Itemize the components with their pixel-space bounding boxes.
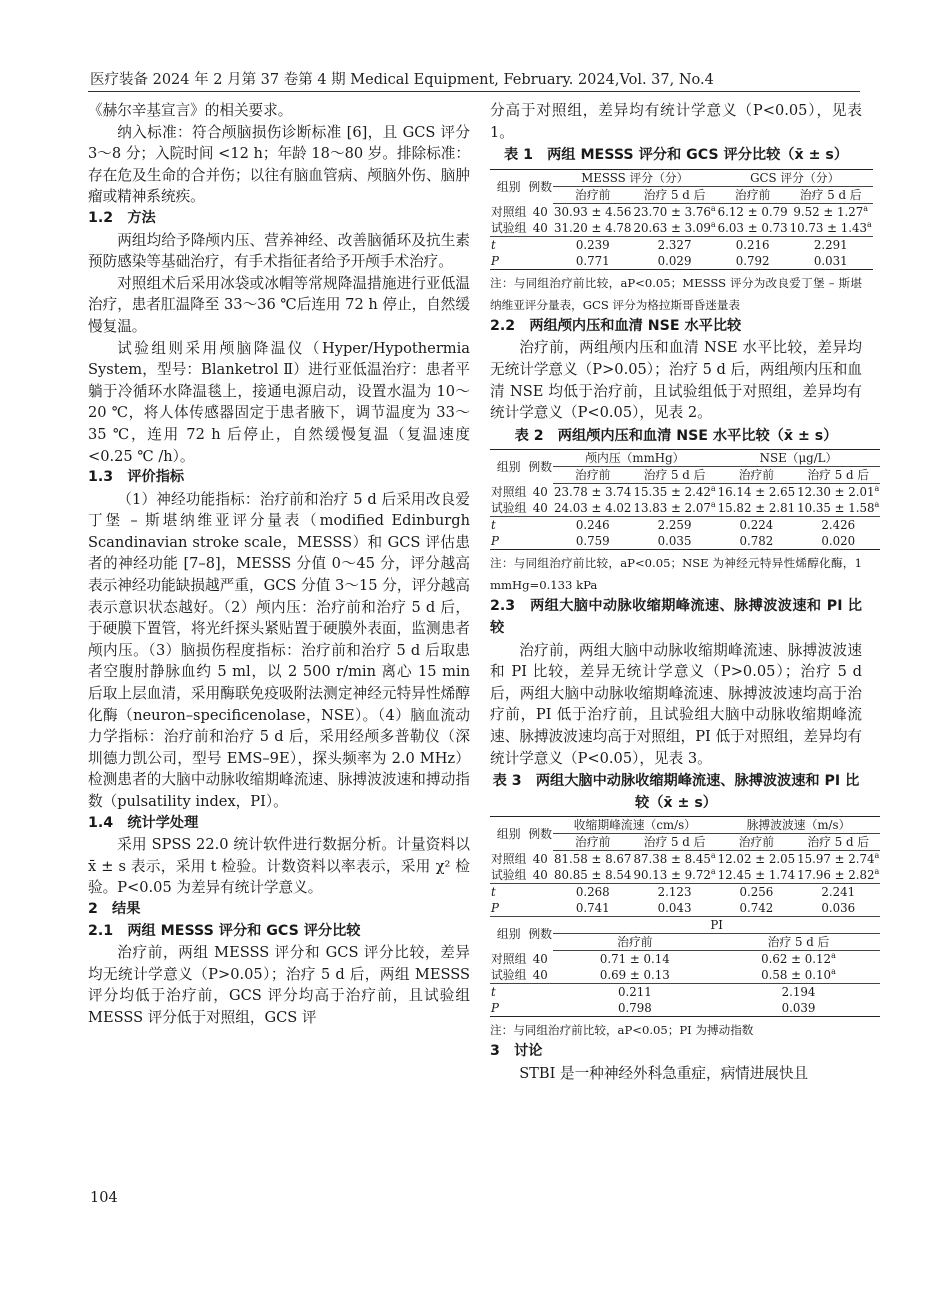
table-cell: [527, 984, 553, 1001]
table-cell: 13.83 ± 2.07$^a$: [633, 500, 716, 516]
table-cell: 90.13 ± 9.72$^a$: [633, 867, 716, 883]
table-row: [490, 220, 873, 237]
col-header: 例数: [528, 827, 553, 842]
table-cell: t: [490, 236, 527, 253]
table-cell: 80.85 ± 8.54: [554, 868, 632, 883]
paragraph: STBI 是一种神经外科急重症，病情进展快且: [519, 1064, 809, 1082]
col-header: 组别: [496, 460, 521, 475]
table-cell: [527, 517, 553, 534]
paragraph: 治疗前，两组大脑中动脉收缩期峰流速、脉搏波波速和 PI 比较，差异无统计学意义（P>0.05）；治疗 5 d 后，两组大脑中动脉收缩期峰流速、脉搏波波速均高于治疗前，PI 低于治疗前，且试验组大脑中动脉收缩期峰流速、脉搏波波速均高于对照组，PI 低于对照组，差异均有统计学意义（P<0.05），见表 3。: [490, 641, 862, 767]
col-header: 组别: [490, 917, 527, 951]
table-cell: [527, 1000, 553, 1017]
section-heading: 2.1 两组 MESSS 评分和 GCS 评分比较: [88, 922, 361, 939]
col-header: 治疗前: [553, 834, 632, 851]
section-heading: 2.2 两组颅内压和血清 NSE 水平比较: [490, 317, 742, 334]
col-header: 治疗 5 d 后: [796, 467, 880, 484]
paragraph: 《赫尔辛基宣言》的相关要求。: [88, 102, 293, 119]
table-row: [490, 203, 873, 220]
table-cell: t: [490, 517, 527, 534]
table-cell: 10.73 ± 1.43$^a$: [789, 219, 872, 235]
col-group-header: PI: [553, 917, 880, 934]
col-header: 治疗前: [717, 467, 796, 484]
col-header: 治疗前: [717, 186, 789, 203]
left-column: [88, 100, 470, 1029]
table-cell: 0.029: [657, 253, 692, 268]
table-cell: 20.63 ± 3.09$^a$: [633, 219, 716, 235]
col-group-header: 颅内压（mmHg）: [553, 450, 717, 467]
section-heading: 1.2 方法: [88, 209, 156, 226]
paragraph: 治疗前，两组颅内压和血清 NSE 水平比较，差异均无统计学意义（P>0.05）；治疗 5 d 后，两组颅内压和血清 NSE 均低于治疗前，且试验组低于对照组，差异均有统计学意义（P<0.05），见表 2。: [490, 339, 862, 422]
col-header: 治疗 5 d 后: [717, 934, 881, 951]
table-cell: 23.70 ± 3.76$^a$: [633, 203, 716, 219]
table-cell: t: [490, 884, 527, 901]
col-header: 治疗 5 d 后: [796, 834, 880, 851]
table-cell: 81.58 ± 8.67: [554, 852, 632, 867]
paragraph: 治疗前，两组 MESSS 评分和 GCS 评分比较，差异均无统计学意义（P>0.05）；治疗 5 d 后，两组 MESSS 评分均低于治疗前，GCS 评分均高于治疗前，且试验组 MESSS 评分低于对照组，GCS 评: [88, 944, 470, 1026]
col-header: 治疗前: [553, 186, 632, 203]
table-cell: 对照组: [491, 852, 527, 867]
paragraph: 两组均给予降颅内压、营养神经、改善脑循环及抗生素预防感染等基础治疗，有手术指征者给予开颅手术治疗。: [88, 231, 470, 271]
table-cell: 0.268: [553, 884, 632, 901]
table-cell: 0.246: [553, 517, 632, 534]
table-cell: 对照组: [491, 204, 527, 219]
table-row: [490, 917, 880, 934]
col-header: 组别: [496, 179, 521, 194]
table-cell: 0.211: [553, 984, 717, 1001]
table-note: 注：与同组治疗前比较，aP<0.05；NSE 为神经元特异性烯醇化酶，1 mmHg=0.133 kPa: [490, 556, 862, 593]
table-cell: 试验组: [491, 501, 527, 516]
table-cell: 0.239: [553, 236, 632, 253]
table-cell: 40: [532, 501, 548, 516]
table-cell: 2.327: [632, 236, 716, 253]
paragraph: 纳入标准：符合颅脑损伤诊断标准 [6]，且 GCS 评分 3～8 分；入院时间 <12 h；年龄 18～80 岁。排除标准：存在危及生命的合并伤；以往有脑血管病、颅脑外伤、脑肿瘤或精神系统疾。: [88, 123, 470, 206]
col-header: 例数: [527, 917, 553, 951]
table-row: [490, 967, 880, 984]
table-cell: 15.82 ± 2.81: [717, 501, 796, 516]
section-heading: 2.3 两组大脑中动脉收缩期峰流速、脉搏波波速和 PI 比较: [490, 598, 862, 636]
table-cell: 15.35 ± 2.42$^a$: [633, 484, 716, 500]
table-cell: 40: [532, 952, 548, 967]
paragraph: 采用 SPSS 22.0 统计软件进行数据分析。计量资料以 x̄ ± s 表示，采用 t 检验。计数资料以率表示，采用 χ² 检验。P<0.05 为差异有统计学意义。: [88, 836, 470, 897]
table-row: [490, 484, 880, 501]
col-group-header: GCS 评分（分）: [717, 169, 873, 186]
col-group-header: NSE（μg/L）: [717, 450, 881, 467]
table-cell: 12.45 ± 1.74: [717, 868, 796, 883]
table-caption: 表 1 两组 MESSS 评分和 GCS 评分比较（x̄ ± s）: [503, 147, 849, 164]
table-cell: 0.798: [617, 1001, 652, 1016]
table-row: [490, 884, 880, 901]
table-cell: 40: [532, 220, 548, 235]
table-row: [490, 1000, 880, 1017]
table-cell: [527, 236, 553, 253]
paragraph: 分高于对照组，差异均有统计学意义（P<0.05），见表 1。: [490, 102, 862, 141]
table-cell: 0.035: [657, 534, 692, 549]
table-cell: 87.38 ± 8.45$^a$: [633, 851, 716, 867]
table-cell: 2.241: [796, 884, 880, 901]
table-cell: 6.03 ± 0.73: [717, 220, 788, 235]
table-cell: 16.14 ± 2.65: [717, 485, 796, 500]
table-caption: 表 3 两组大脑中动脉收缩期峰流速、脉搏波波速和 PI 比较（x̄ ± s）: [492, 773, 860, 811]
table-cell: 12.02 ± 2.05: [717, 852, 796, 867]
table-cell: 0.039: [781, 1001, 816, 1016]
col-header: 治疗前: [553, 467, 632, 484]
section-heading: 1.3 评价指标: [88, 469, 185, 486]
table-cell: 试验组: [491, 968, 527, 983]
table-cell: 0.741: [575, 901, 610, 916]
table-row: [490, 851, 880, 868]
col-header: 例数: [528, 179, 553, 194]
table-2: [490, 449, 880, 550]
table-cell: 0.771: [575, 253, 610, 268]
table-cell: 24.03 ± 4.02: [554, 501, 632, 516]
table-cell: [527, 900, 553, 917]
table-cell: 0.224: [717, 517, 796, 534]
right-column: [490, 100, 880, 1084]
table-row: [490, 951, 880, 968]
table-cell: [527, 884, 553, 901]
table-cell: 23.78 ± 3.74: [554, 485, 632, 500]
table-cell: 0.020: [821, 534, 856, 549]
table-cell: P: [491, 901, 499, 916]
table-3: [490, 816, 880, 1017]
table-cell: 0.62 ± 0.12$^a$: [761, 951, 836, 967]
table-cell: 对照组: [491, 485, 527, 500]
table-cell: 0.759: [575, 534, 610, 549]
table-cell: 对照组: [491, 952, 527, 967]
col-group-header: 收缩期峰流速（cm/s）: [553, 817, 717, 834]
header-rule: [88, 91, 860, 92]
table-cell: 0.036: [821, 901, 856, 916]
table-cell: P: [491, 534, 499, 549]
paragraph: （1）神经功能指标：治疗前和治疗 5 d 后采用改良爱丁堡 – 斯堪纳维亚评分量表（modified Edinburgh Scandinavian stroke scale，MESSS）和 GCS 评估患者的神经功能 [7–8]，MESSS 分值 0～45 分，评分越高表示神经功能缺损越严重，GCS 分值 3～15 分，评分越高表示意识状态越好。（2）颅内压：治疗前和治疗 5 d 后，于硬膜下置管，将光纤探头紧贴置于硬膜外表面，监测患者颅内压。（3）脑损伤程度指标：治疗前和治疗 5 d 后取患者空腹肘静脉血约 5 ml，以 2 500 r/min 离心 15 min 后取上层血清，采用酶联免疫吸附法测定神经元特异性烯醇化酶（neuron–specificenolase，NSE）。（4）脑血流动力学指标：治疗前和治疗 5 d 后，采用经颅多普勒仪（深圳德力凯公司，型号 EMS–9E），探头频率为 2.0 MHz）检测患者的大脑中动脉收缩期峰流速、脉搏波波速和搏动指数（pulsatility index，PI）。: [88, 490, 470, 810]
table-row: [490, 867, 880, 884]
table-cell: 0.71 ± 0.14: [599, 952, 670, 967]
table-row: [490, 236, 873, 253]
table-cell: 0.256: [717, 884, 796, 901]
table-cell: 0.216: [717, 236, 789, 253]
table-row: [490, 984, 880, 1001]
table-cell: 9.52 ± 1.27$^a$: [793, 203, 869, 219]
table-cell: 31.20 ± 4.78: [554, 220, 632, 235]
col-group-header: 脉搏波波速（m/s）: [717, 817, 881, 834]
table-cell: 2.259: [632, 517, 716, 534]
table-cell: [527, 253, 553, 270]
col-header: 治疗 5 d 后: [632, 834, 716, 851]
col-header: 治疗前: [717, 834, 796, 851]
table-row: [490, 533, 880, 550]
table-1: [490, 169, 873, 270]
table-cell: t: [490, 984, 527, 1001]
table-cell: 试验组: [491, 220, 527, 235]
table-cell: 12.30 ± 2.01$^a$: [797, 484, 880, 500]
table-row: [490, 500, 880, 517]
table-cell: 10.35 ± 1.58$^a$: [797, 500, 880, 516]
table-cell: 0.043: [657, 901, 692, 916]
table-cell: 0.031: [813, 253, 848, 268]
table-cell: 2.123: [632, 884, 716, 901]
table-cell: 2.426: [796, 517, 880, 534]
table-cell: 2.291: [789, 236, 873, 253]
table-row: [490, 900, 880, 917]
section-heading: 2 结果: [88, 900, 141, 917]
table-cell: 15.97 ± 2.74$^a$: [797, 851, 880, 867]
table-cell: 试验组: [491, 868, 527, 883]
table-cell: 40: [532, 204, 548, 219]
table-note: 注：与同组治疗前比较，aP<0.05；MESSS 评分为改良爱丁堡 – 斯堪纳维亚评分量表，GCS 评分为格拉斯哥昏迷量表: [490, 275, 862, 312]
table-cell: [527, 533, 553, 550]
table-cell: 0.792: [735, 253, 770, 268]
table-cell: 6.12 ± 0.79: [717, 204, 788, 219]
paragraph: 试验组则采用颅脑降温仪（Hyper/Hypothermia System，型号：Blanketrol Ⅱ）进行亚低温治疗：患者平躺于冷循环水降温毯上，接通电源启动，设置水温为 10～20 ℃，将人体传感器固定于患者腋下，调节温度为 33～35 ℃，连用 72 h 后停止，自然缓慢复温（复温速度 <0.25 ℃ /h）。: [88, 339, 470, 465]
table-cell: 30.93 ± 4.56: [554, 204, 632, 219]
table-note: 注：与同组治疗前比较，aP<0.05；PI 为搏动指数: [490, 1023, 754, 1038]
table-cell: 17.96 ± 2.82$^a$: [797, 867, 880, 883]
table-cell: 40: [532, 868, 548, 883]
table-cell: 0.58 ± 0.10$^a$: [761, 967, 836, 983]
col-header: 例数: [528, 460, 553, 475]
col-header: 治疗 5 d 后: [632, 467, 716, 484]
page-number: 104: [90, 1190, 118, 1206]
col-header: 治疗 5 d 后: [632, 186, 716, 203]
table-cell: 40: [532, 852, 548, 867]
section-heading: 3 讨论: [490, 1043, 543, 1060]
col-header: 组别: [496, 827, 521, 842]
table-cell: 0.782: [739, 534, 774, 549]
col-group-header: MESSS 评分（分）: [553, 169, 717, 186]
table-caption: 表 2 两组颅内压和血清 NSE 水平比较（x̄ ± s）: [514, 427, 838, 444]
table-row: [490, 253, 873, 270]
table-cell: 0.742: [739, 901, 774, 916]
paragraph: 对照组术后采用冰袋或冰帽等常规降温措施进行亚低温治疗，患者肛温降至 33～36 ℃后连用 72 h 停止，自然缓慢复温。: [88, 274, 470, 335]
table-cell: 40: [532, 968, 548, 983]
table-cell: 0.69 ± 0.13: [599, 968, 670, 983]
table-cell: P: [491, 1001, 499, 1016]
running-header: 医疗装备 2024 年 2 月第 37 卷第 4 期 Medical Equipment, February. 2024,Vol. 37, No.4: [90, 72, 714, 88]
section-heading: 1.4 统计学处理: [88, 814, 199, 831]
table-cell: P: [491, 253, 499, 268]
table-row: [490, 517, 880, 534]
table-cell: 40: [532, 485, 548, 500]
table-cell: 2.194: [717, 984, 881, 1001]
col-header: 治疗 5 d 后: [789, 186, 873, 203]
col-header: 治疗前: [553, 934, 717, 951]
